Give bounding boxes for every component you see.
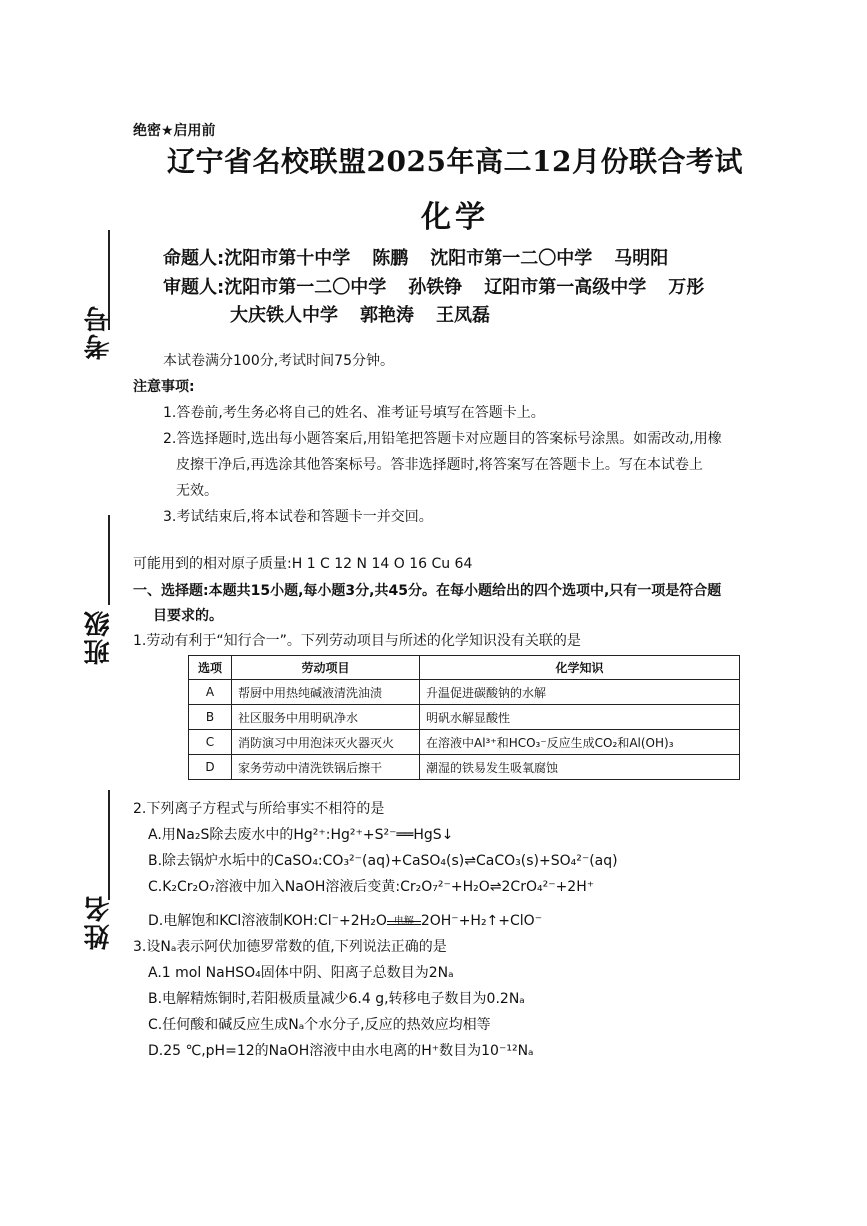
option-cell: C: [189, 730, 232, 755]
reviewer-text: 万彤: [668, 277, 705, 298]
reviewer-text: 郭艳涛: [360, 305, 414, 326]
task-cell: 消防演习中用泡沫灭火器灭火: [232, 730, 420, 755]
table-header-row: [189, 656, 740, 680]
reviewer-text: 辽阳市第一高级中学: [484, 277, 647, 298]
table-header-knowledge: 化学知识: [420, 656, 740, 680]
atomic-masses: 可能用到的相对原子质量:H 1 C 12 N 14 O 16 Cu 64: [133, 556, 473, 572]
confidential-mark: 绝密★启用前: [133, 123, 216, 139]
author-text: 命题人:沈阳市第十中学: [163, 248, 351, 269]
q3-stem: 3.设Nₐ表示阿伏加德罗常数的值,下列说法正确的是: [133, 939, 447, 955]
q3-option-a: A.1 mol NaHSO₄固体中阴、阳离子总数目为2Nₐ: [148, 965, 454, 981]
task-cell: 社区服务中用明矾净水: [232, 705, 420, 730]
reviewers-line-2: [163, 273, 726, 299]
author-text: 马明阳: [614, 248, 669, 269]
notice-heading: 注意事项:: [133, 379, 195, 395]
section-heading: 一、选择题:本题共15小题,每小题3分,共45分。在每小题给出的四个选项中,只有一项是符合题: [133, 583, 722, 599]
reviewers-line-3: [230, 301, 512, 327]
table-row: [189, 755, 740, 780]
notice-item: 1.答卷前,考生务必将自己的姓名、准考证号填写在答题卡上。: [163, 405, 545, 421]
knowledge-cell: 在溶液中Al³⁺和HCO₃⁻反应生成CO₂和Al(OH)₃: [420, 730, 740, 755]
q2-option-b: B.除去锅炉水垢中的CaSO₄:CO₃²⁻(aq)+CaSO₄(s)⇌CaCO₃(s)+SO₄²⁻(aq): [148, 853, 618, 869]
section-heading-cont: 目要求的。: [153, 608, 223, 624]
notice-item: 3.考试结束后,将本试卷和答题卡一并交回。: [163, 509, 433, 525]
q2-option-a: A.用Na₂S除去废水中的Hg²⁺:Hg²⁺+S²⁻══HgS↓: [148, 827, 454, 843]
exam-title: 辽宁省名校联盟2025年高二12月份联合考试: [167, 145, 743, 178]
option-cell: A: [189, 680, 232, 705]
name-line: [108, 790, 110, 900]
reviewer-text: 孙铁铮: [408, 277, 463, 298]
table-row: [189, 705, 740, 730]
q3-option-c: C.任何酸和碱反应生成Nₐ个水分子,反应的热效应均相等: [148, 1017, 491, 1033]
name-label: 姓名: [84, 894, 114, 950]
class-label: 班级: [84, 609, 114, 665]
table-header-option: 选项: [189, 656, 232, 680]
q1-stem: 1.劳动有利于“知行合一”。下列劳动项目与所述的化学知识没有关联的是: [133, 633, 581, 649]
class-line: [108, 515, 110, 605]
q3-option-d: D.25 ℃,pH=12的NaOH溶液中由水电离的H⁺数目为10⁻¹²Nₐ: [148, 1043, 534, 1059]
table-row: [189, 680, 740, 705]
exam-subject: 化学: [421, 200, 489, 235]
author-text: 陈鹏: [372, 248, 409, 269]
option-cell: D: [189, 755, 232, 780]
knowledge-cell: 升温促进碳酸钠的水解: [420, 680, 740, 705]
name-field: [70, 790, 120, 950]
notice-item: 皮擦干净后,再选涂其他答案标号。答非选择题时,将答案写在答题卡上。写在本试卷上: [176, 457, 703, 473]
authors-line-1: [163, 244, 690, 270]
knowledge-cell: 潮湿的铁易发生吸氧腐蚀: [420, 755, 740, 780]
reviewer-text: 大庆铁人中学: [230, 305, 338, 326]
reviewer-text: 审题人:沈阳市第一二〇中学: [163, 277, 387, 298]
option-cell: B: [189, 705, 232, 730]
q3-option-b: B.电解精炼铜时,若阳极质量减少6.4 g,转移电子数目为0.2Nₐ: [148, 991, 525, 1007]
knowledge-cell: 明矾水解显酸性: [420, 705, 740, 730]
electrolysis-condition: 电解: [393, 916, 414, 927]
table-header-task: 劳动项目: [232, 656, 420, 680]
q2-option-d: [148, 910, 542, 930]
notice-item: 无效。: [176, 483, 218, 499]
q2-option-c: C.K₂Cr₂O₇溶液中加入NaOH溶液后变黄:Cr₂O₇²⁻+H₂O⇌2CrO₄²⁻+2H⁺: [148, 879, 595, 895]
q2-d-right: 2OH⁻+H₂↑+ClO⁻: [420, 913, 543, 929]
task-cell: 帮厨中用热纯碱液清洗油渍: [232, 680, 420, 705]
task-cell: 家务劳动中清洗铁锅后擦干: [232, 755, 420, 780]
exam-number-label: 考号: [84, 304, 114, 360]
q1-table: [188, 655, 740, 780]
reviewer-text: 王凤磊: [436, 305, 490, 326]
exam-intro: 本试卷满分100分,考试时间75分钟。: [163, 353, 394, 369]
q2-d-left: D.电解饱和KCl溶液制KOH:Cl⁻+2H₂O: [148, 913, 387, 929]
author-text: 沈阳市第一二〇中学: [430, 248, 593, 269]
q2-stem: 2.下列离子方程式与所给事实不相符的是: [133, 801, 385, 817]
notice-item: 2.答选择题时,选出每小题答案后,用铅笔把答题卡对应题目的答案标号涂黑。如需改动,用橡: [163, 431, 722, 447]
table-row: [189, 730, 740, 755]
exam-number-field: [70, 230, 120, 360]
class-field: [70, 515, 120, 665]
